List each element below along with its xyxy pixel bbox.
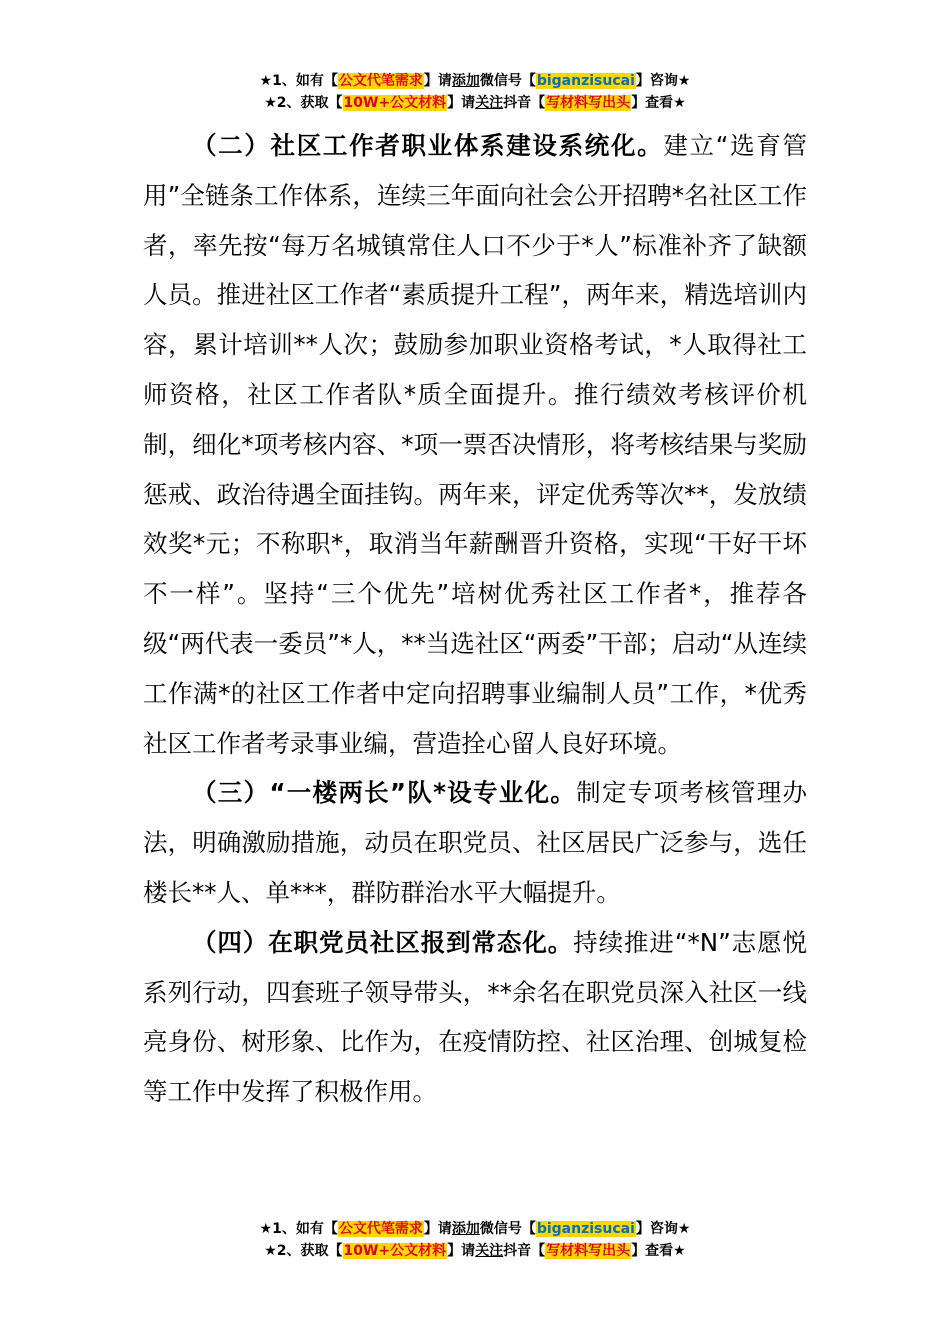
paragraph-text: 持续推进“*N”志愿悦系列行动，四套班子领导带头，**余名在职党员深入社区一线亮身份、树形象、比作为，在疫情防控、社区治理、创城复检等工作中发挥了积极作用。 (143, 927, 807, 1107)
promo-underlined-text: 关注 (475, 1243, 504, 1259)
promo-text: ★1、如有【 (259, 1221, 338, 1237)
promo-highlight: 公文代笔需求 (338, 1221, 423, 1237)
promo-text: 】请 (423, 1221, 452, 1237)
paragraph-text: 制定专项考核管理办法，明确激励措施，动员在职党员、社区居民广泛参与，选任楼长**人、单***，群防群治水平大幅提升。 (143, 778, 807, 907)
promo-text: 】咨询★ (635, 73, 691, 89)
promo-highlight: 写材料写出头 (546, 95, 631, 111)
promo-highlight: 公文代笔需求 (338, 73, 423, 89)
paragraph-building-leaders (143, 768, 807, 917)
promo-text: 微信号【 (479, 73, 536, 89)
promo-banner-top (0, 70, 950, 114)
promo-text: 微信号【 (479, 1221, 536, 1237)
promo-text: 抖音【 (503, 1243, 546, 1259)
promo-line-2 (0, 1240, 950, 1262)
promo-text: 】请 (447, 95, 476, 111)
paragraph-text: 建立“选育管用”全链条工作体系，连续三年面向社会公开招聘*名社区工作者，率先按“每万名城镇常住人口不少于*人”标准补齐了缺额人员。推进社区工作者“素质提升工程”，两年来，精选培训内容，累计培训**人次；鼓励参加职业资格考试，*人取得社工师资格，社区工作者队*质全面提升。推行绩效考核评价机制，细化*项考核内容、*项一票否决情形，将考核结果与奖励惩戒、政治待遇全面挂钩。两年来，评定优秀等次**，发放绩效奖*元；不称职*，取消当年薪酬晋升资格，实现“干好干坏不一样”。坚持“三个优先”培树优秀社区工作者*，推荐各级“两代表一委员”*人，**当选社区“两委”干部；启动“从连续工作满*的社区工作者中定向招聘事业编制人员”工作，*优秀社区工作者考录事业编，营造拴心留人良好环境。 (143, 131, 808, 758)
promo-text: 】查看★ (631, 1243, 686, 1259)
promo-banner-bottom (0, 1218, 950, 1262)
promo-text: ★2、获取【 (264, 95, 343, 111)
promo-underlined-text: 关注 (475, 95, 504, 111)
paragraph-heading: （四）在职党员社区报到常态化。 (192, 927, 574, 957)
promo-text: 抖音【 (503, 95, 546, 111)
paragraph-party-members (143, 918, 807, 1117)
paragraph-community-workers (143, 121, 807, 768)
promo-text: ★2、获取【 (264, 1243, 343, 1259)
promo-underlined-text: 添加 (451, 1221, 480, 1237)
promo-highlight: 10W+公文材料 (343, 1243, 447, 1259)
document-body (143, 121, 807, 1117)
promo-text: 】查看★ (631, 95, 686, 111)
promo-highlight-wechat: biganzisucai (536, 73, 635, 89)
promo-text: 】咨询★ (635, 1221, 691, 1237)
promo-text: ★1、如有【 (259, 73, 338, 89)
promo-underlined-text: 添加 (451, 73, 480, 89)
promo-highlight: 10W+公文材料 (343, 95, 447, 111)
promo-line-2 (0, 92, 950, 114)
paragraph-heading: （二）社区工作者职业体系建设系统化。 (192, 131, 664, 160)
paragraph-heading: （三）“一楼两长”队*设专业化。 (192, 778, 577, 808)
promo-line-1 (0, 1218, 950, 1240)
promo-line-1 (0, 70, 950, 92)
promo-highlight: 写材料写出头 (546, 1243, 631, 1259)
promo-text: 】请 (423, 73, 452, 89)
promo-text: 】请 (447, 1243, 476, 1259)
promo-highlight-wechat: biganzisucai (536, 1221, 635, 1237)
